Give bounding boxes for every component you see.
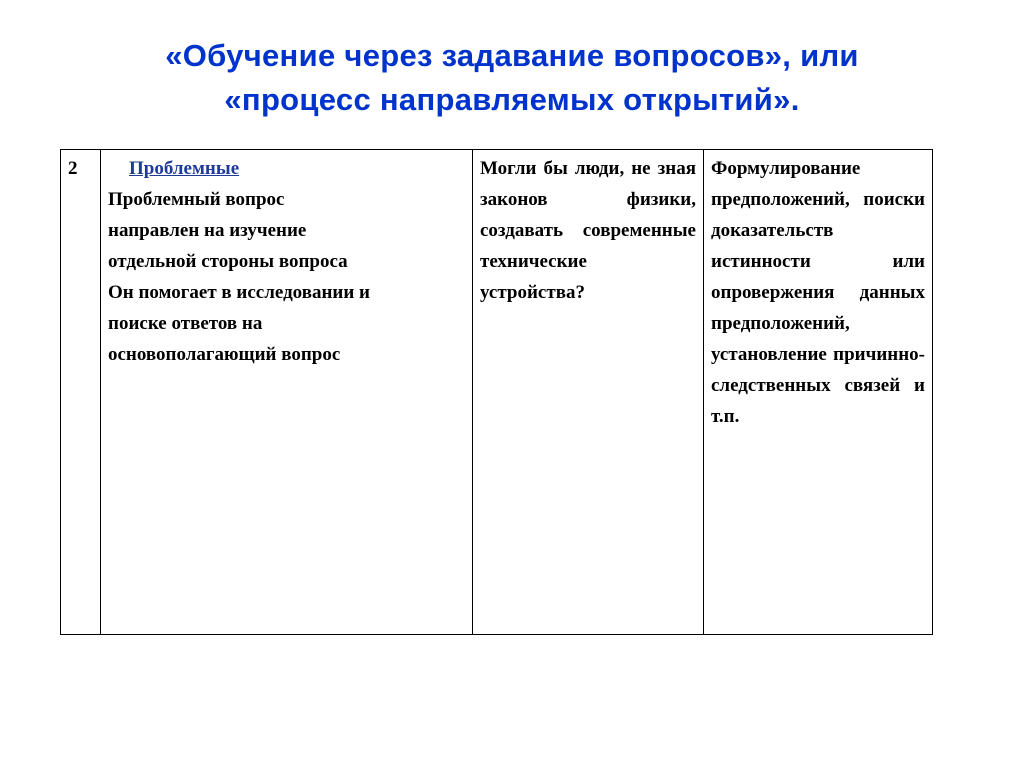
slide-title-line-2: «процесс направляемых открытий». bbox=[224, 82, 800, 117]
question-types-table bbox=[60, 149, 933, 635]
question-type-link[interactable]: Проблемные bbox=[129, 158, 240, 179]
description-line: отдельной стороны вопроса bbox=[108, 251, 348, 272]
example-question-cell bbox=[473, 150, 704, 635]
question-type-cell bbox=[101, 150, 473, 635]
slide-title-line-1: «Обучение через задавание вопросов», или bbox=[165, 38, 859, 73]
description-line: Проблемный вопрос bbox=[108, 189, 285, 210]
slide-title bbox=[0, 34, 1024, 122]
example-question-text: Могли бы люди, не зная законов физики, создавать современные технические устройства? bbox=[480, 158, 696, 303]
activity-text: Формулирование предположений, поиски доказательств истинности или опровержения данных предположений, установление причинно-следственных связей и т.п. bbox=[711, 158, 925, 427]
description-line: Он помогает в исследовании и bbox=[108, 282, 371, 303]
description-line: направлен на изучение bbox=[108, 220, 307, 241]
description-line: поиске ответов на bbox=[108, 313, 263, 334]
table-row bbox=[61, 150, 933, 635]
description-line: основополагающий вопрос bbox=[108, 344, 341, 365]
row-number: 2 bbox=[68, 158, 78, 179]
row-number-cell bbox=[61, 150, 101, 635]
activity-cell bbox=[704, 150, 933, 635]
